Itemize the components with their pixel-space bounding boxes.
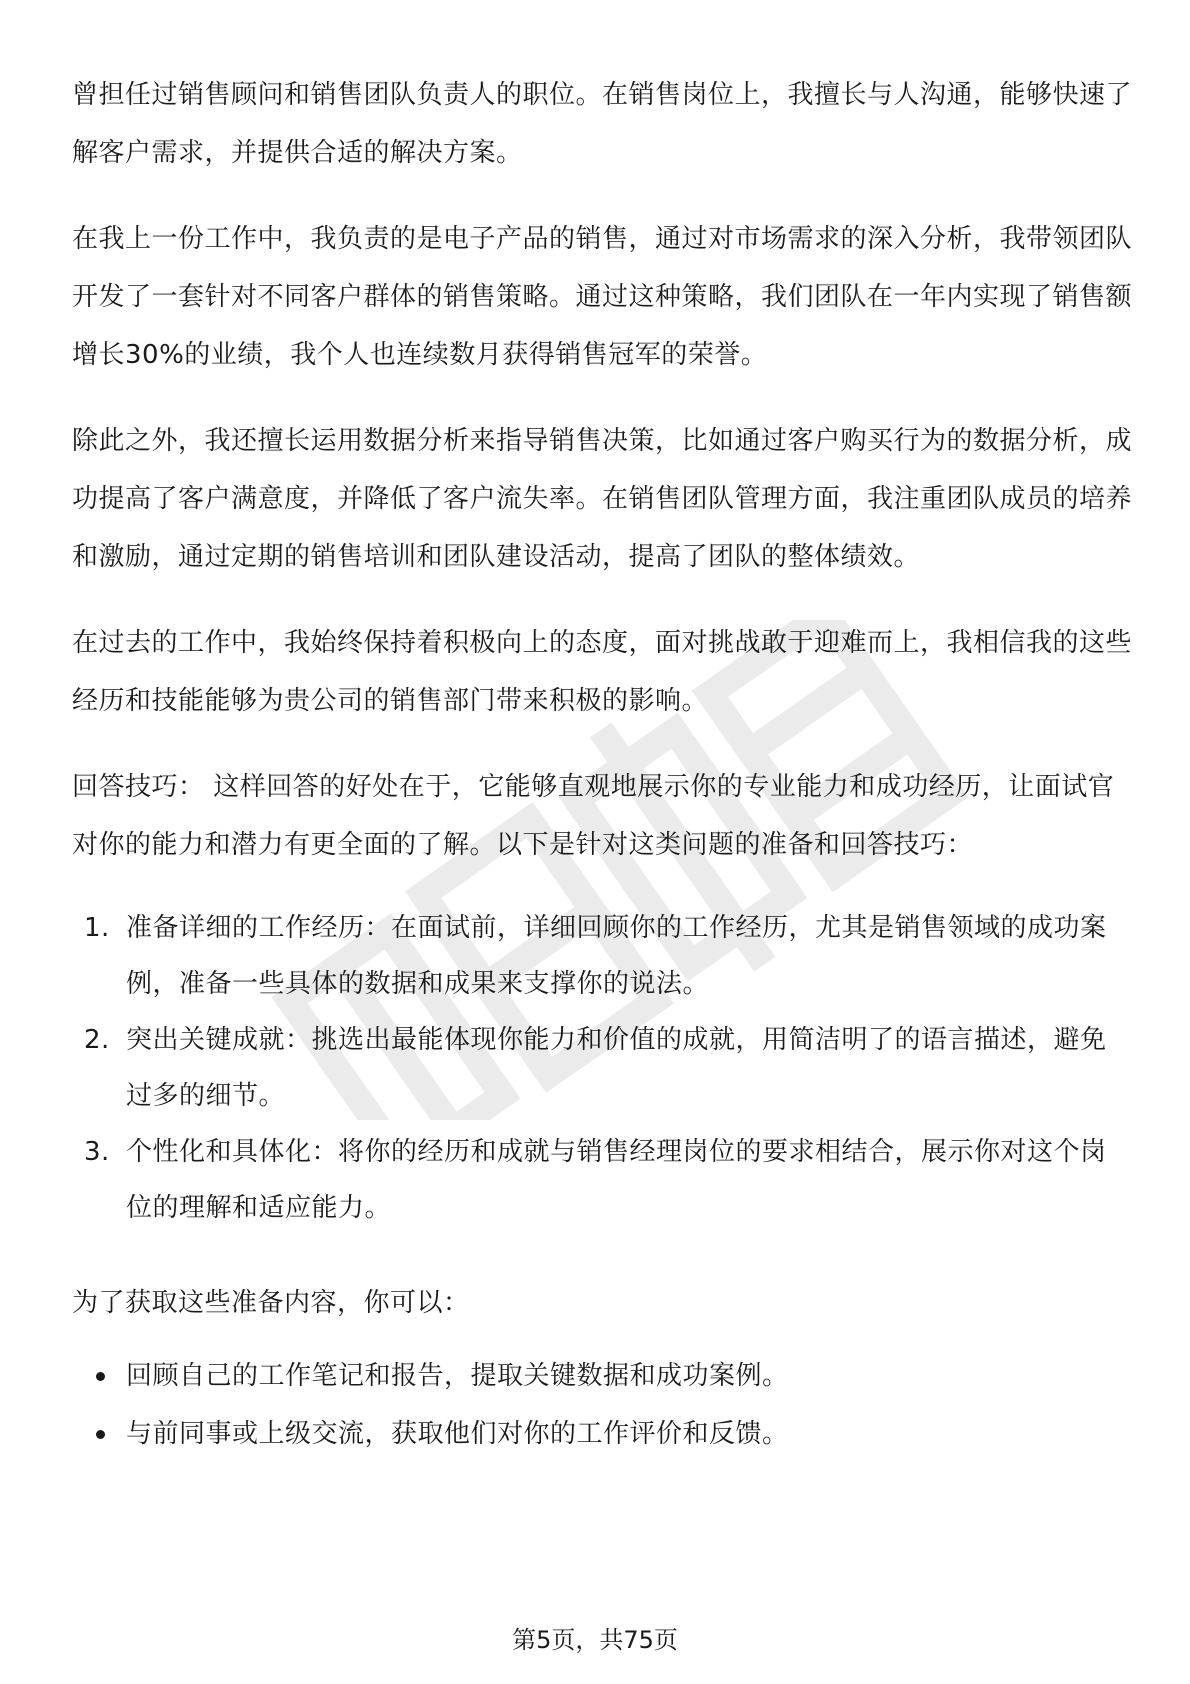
tips-list: [72, 900, 1132, 1236]
list-number: 2.: [84, 1025, 110, 1055]
paragraph-data-analysis: 除此之外，我还擅长运用数据分析来指导销售决策，比如通过客户购买行为的数据分析，成功提高了客户满意度，并降低了客户流失率。在销售团队管理方面，我注重团队成员的培养和激励，通过定期的销售培训和团队建设活动，提高了团队的整体绩效。: [72, 426, 1133, 572]
paragraph-answer-tips: 回答技巧： 这样回答的好处在于，它能够直观地展示你的专业能力和成功经历，让面试官对你的能力和潜力有更全面的了解。以下是针对这类问题的准备和回答技巧：: [72, 772, 1115, 860]
list-number: 1.: [84, 913, 110, 943]
list-number: 3.: [84, 1137, 110, 1167]
list-item: [72, 1012, 1132, 1124]
paragraph-experience-summary: 曾担任过销售顾问和销售团队负责人的职位。在销售岗位上，我擅长与人沟通，能够快速了解客户需求，并提供合适的解决方案。: [72, 80, 1133, 168]
page-footer: 第5页，共75页: [512, 1626, 678, 1654]
list-item-text: 突出关键成就：挑选出最能体现你能力和价值的成就，用简洁明了的语言描述，避免过多的细节。: [126, 1025, 1107, 1111]
list-item: [72, 1406, 1132, 1462]
list-item-text: 个性化和具体化：将你的经历和成就与销售经理岗位的要求相结合，展示你对这个岗位的理解和适应能力。: [126, 1137, 1107, 1223]
list-item: [72, 1124, 1132, 1236]
paragraph-prep-intro: 为了获取这些准备内容，你可以：: [72, 1288, 470, 1318]
list-item-text: 回顾自己的工作笔记和报告，提取关键数据和成功案例。: [126, 1361, 789, 1391]
bullet-icon: [96, 1372, 105, 1381]
bullet-icon: [96, 1430, 105, 1439]
paragraph-attitude: 在过去的工作中，我始终保持着积极向上的态度，面对挑战敢于迎难而上，我相信我的这些经历和技能能够为贵公司的销售部门带来积极的影响。: [72, 628, 1133, 716]
list-item: [72, 900, 1132, 1012]
list-item-text: 准备详细的工作经历：在面试前，详细回顾你的工作经历，尤其是销售领域的成功案例，准备一些具体的数据和成果来支撑你的说法。: [126, 913, 1107, 999]
list-item: [72, 1348, 1132, 1404]
list-item-text: 与前同事或上级交流，获取他们对你的工作评价和反馈。: [126, 1419, 789, 1449]
prep-bullet-list: [72, 1348, 1132, 1462]
paragraph-previous-job: 在我上一份工作中，我负责的是电子产品的销售，通过对市场需求的深入分析，我带领团队开发了一套针对不同客户群体的销售策略。通过这种策略，我们团队在一年内实现了销售额增长30%的业绩，我个人也连续数月获得销售冠军的荣誉。: [72, 224, 1133, 370]
document-page: [72, 66, 1132, 1464]
